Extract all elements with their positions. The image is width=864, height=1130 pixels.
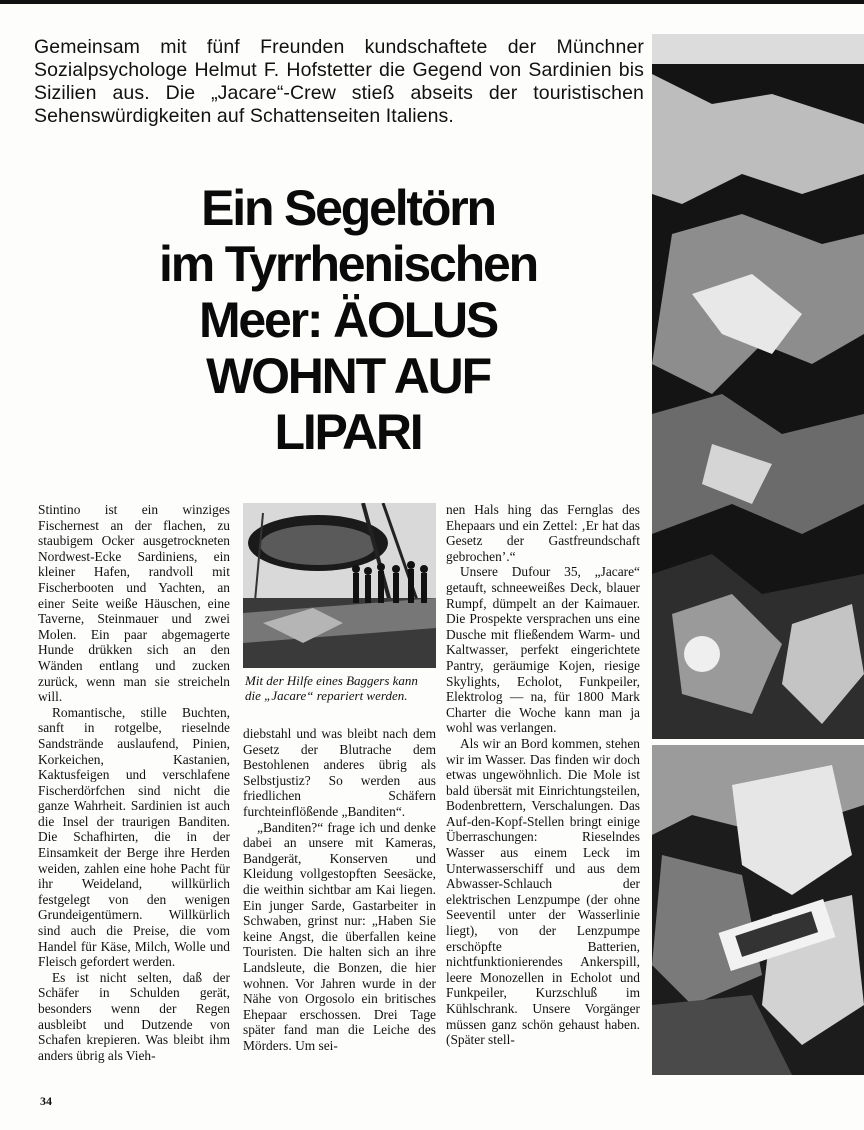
page-number: 34 <box>40 1094 52 1108</box>
article-column-3 <box>446 502 640 1048</box>
headline-line-1: Ein Segeltörn <box>201 180 495 236</box>
col1-paragraph-3: Es ist nicht selten, daß der Schäfer in Schulden gerät, besonders wenn der Regen ausbleibt und Dutzende von Schafen krepieren. Was bleibt ihm anders übrig als Vieh- <box>38 969 230 1063</box>
headline-line-3: Meer: ÄOLUS <box>198 292 498 348</box>
headline-line-4: WOHNT AUF <box>206 348 490 404</box>
col1-paragraph-2: Romantische, stille Buchten, sanft in rotgelbe, rieselnde Sandstrände auslaufend, Pinien, Korkeichen, Kastanien, Kaktusfeigen und verschlafene Fischerdörfchen sind nicht die ganze Wahrheit. Sardinien ist auch die Insel der traurigen Banditen. Die Schafhirten, die in der Einsamkeit der Berge ihre Herden weiden, zahlen eine hohe Pacht für ihr Weideland, willkürlich festgelegt von den wenigen Grundeigentümern. Willkürlich sind auch die Preise, die vom Handel für Käse, Milch, Wolle und Fleisch gefordert werden. <box>38 704 230 970</box>
photo-harbour-excavator <box>243 503 436 668</box>
photo-landscape <box>652 34 864 739</box>
photo-caption: Mit der Hilfe eines Baggers kann die „Jacare“ repariert werden. <box>245 673 418 703</box>
article-column-2 <box>243 726 436 1053</box>
col2-paragraph-2: „Banditen?“ frage ich und denke dabei an unsere mit Kameras, Bandgerät, Konserven und Kleidung vollgestopften Seesäcke, die weithin sichtbar am Kai liegen. Ein junger Sarde, Gastarbeiter in Schwaben, grinst nur: „Haben Sie keine Angst, die überfallen keine Touristen. Die halten sich an ihre Landsleute, die Bonzen, die hier wohnen. Vor Jahren wurde in der Nähe von Orgosolo ein britisches Ehepaar erschossen. Drei Tage später fand man die Leiche des Mörders. Um sei- <box>243 819 436 1053</box>
headline-line-5: LIPARI <box>274 404 422 460</box>
article-intro: Gemeinsam mit fünf Freunden kundschaftete der Münchner Sozialpsychologe Helmut F. Hofstetter die Gegend von Sardinien bis Sizilien aus. Die „Jacare“-Crew stieß abseits der touristischen Sehenswürdigkeiten auf Schattenseiten Italiens. <box>34 36 644 127</box>
col3-paragraph-1: nen Hals hing das Fernglas des Ehepaars und ein Zettel: ‚Er hat das Gesetz der Gastfreundschaft gebrochen’.“ <box>446 502 640 564</box>
article-headline <box>88 180 608 460</box>
col2-paragraph-1: diebstahl und was bleibt nach dem Gesetz der Blutrache dem Bestohlenen anderes übrig als Selbstjustiz? So werden aus friedlichen Schäfern furchteinflößende „Banditen“. <box>243 726 436 819</box>
article-column-1 <box>38 502 230 1063</box>
col3-paragraph-3: Als wir an Bord kommen, stehen wir im Wasser. Das finden wir doch etwas ungewöhnlich. Die Mole ist bald übersät mit Einrichtungsteilen, Bodenbrettern, Verschalungen. Das Auf-den-Kopf-Stellen bringt einige Überraschungen: Rieselndes Wasser aus einem Leck im Unterwasserschiff und aus dem Abwasser-Schlauch der elektrischen Lenzpumpe (der ohne Seeventil unter der Wasserlinie liegt), von der Lenzpumpe erschöpfte Batterien, nichtfunktionierendes Ankerspill, leere Monozellen in Echolot und Funkpeiler, Kurzschluß im Kühlschrank. Unsere Vorgänger müssen ganz schön gehaust haben. (Später stell- <box>446 735 640 1048</box>
col3-paragraph-2: Unsere Dufour 35, „Jacare“ getauft, schneeweißes Deck, blauer Rumpf, dümpelt an der Kaimauer. Die Prospekte versprachen uns eine Dusche mit fließendem Warm- und Kaltwasser, perfekt eingerichtete Pantry, geräumige Kojen, riesige Skylights, Echolot, Funkpeiler, Elektrolog — na, für 1800 Mark Charter die Woche kann man ja wohl was verlangen. <box>446 564 640 736</box>
photo-boat-interior <box>652 745 864 1075</box>
col1-paragraph-1: Stintino ist ein winziges Fischernest an der flachen, zu staubigem Ocker ausgetrockneten Nordwest-Ecke Sardiniens, ein kleiner Hafen, randvoll mit Fischerbooten und Yachten, an einer Seite weiße Häuschen, eine Taverne, Steinmauer und zwei Molen. Ein paar abgemagerte Hunde drükken sich an den Wänden entlang und zucken zurück, wenn man sie streicheln will. <box>38 502 230 705</box>
top-rule <box>0 0 864 4</box>
headline-line-2: im Tyrrhenischen <box>159 236 537 292</box>
